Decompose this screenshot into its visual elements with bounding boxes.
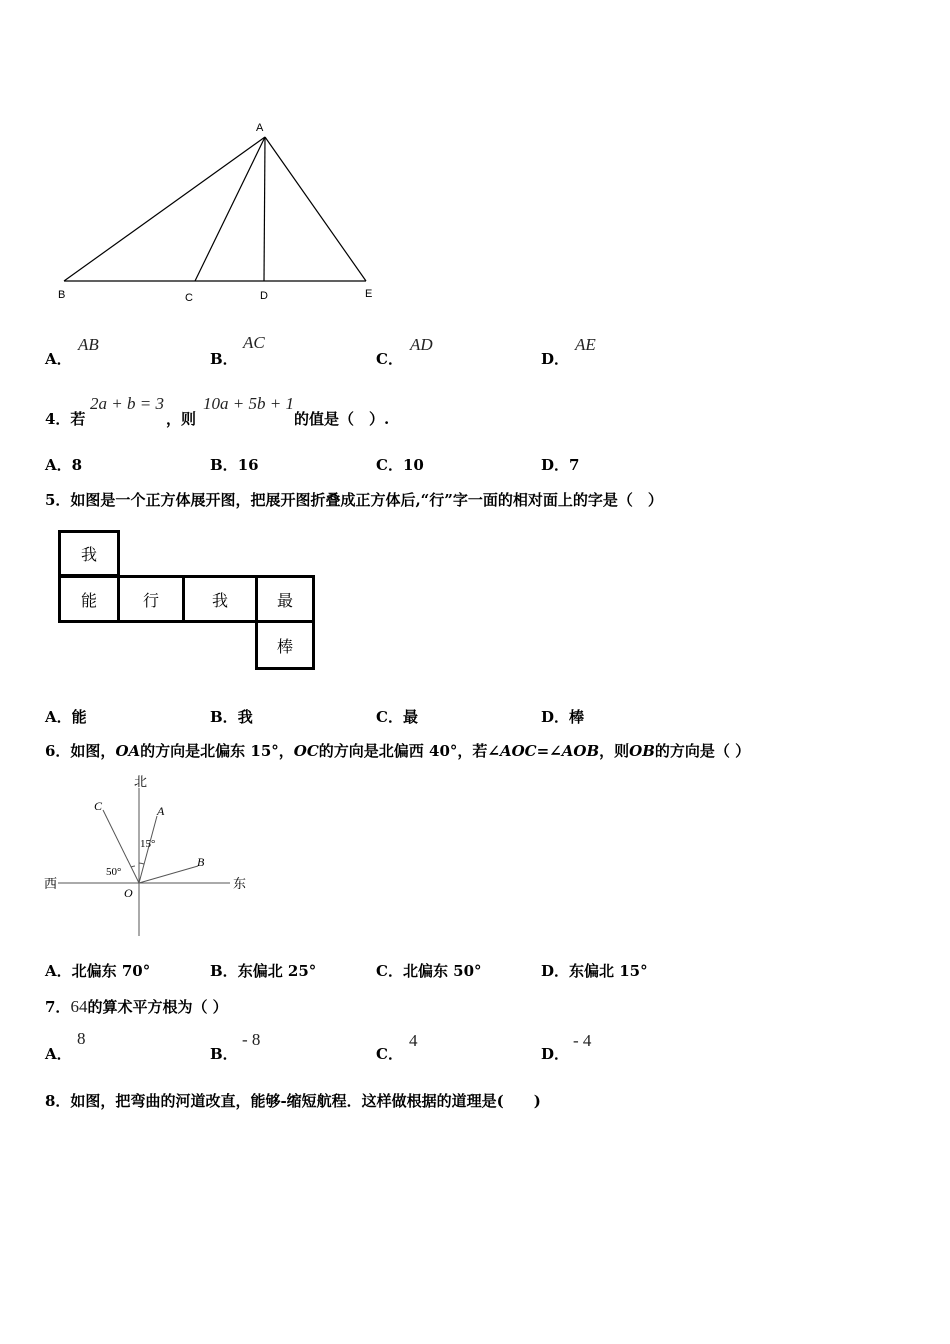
q3-option-a-value: AB [78, 335, 99, 354]
q5-option-c[interactable]: C．最 [376, 708, 418, 726]
q3-option-b-value: AC [243, 333, 265, 352]
q5-option-b[interactable]: B．我 [210, 708, 253, 726]
q7-option-a-value: 8 [77, 1029, 86, 1048]
q7-option-a[interactable]: A． 8 [45, 1029, 86, 1063]
direction-figure [40, 768, 270, 943]
net-cell-1: 能 [58, 575, 120, 623]
q4-expr2: 10a + 5b + 1 [203, 394, 294, 413]
q4-option-a[interactable]: A．8 [45, 456, 83, 474]
point-b-label: B [197, 855, 205, 869]
net-cell-top: 我 [58, 530, 120, 577]
q3-option-d-value: AE [575, 335, 596, 354]
q5-question: 5．如图是一个正方体展开图，把展开图折叠成正方体后,“行”字一面的相对面上的字是（ ） [45, 491, 663, 509]
q3-option-c[interactable]: C． AD [376, 335, 433, 368]
q4-suffix: 的值是（ ）. [294, 410, 390, 428]
q7-radicand: 64 [70, 997, 88, 1016]
point-o-label: O [124, 886, 133, 900]
vertex-d-label: D [260, 290, 268, 302]
angle-15-label: 15° [140, 838, 156, 850]
vertex-a-label: A [256, 122, 264, 134]
q3-option-d[interactable]: D． AE [541, 335, 596, 368]
q4-mid: ，则 [166, 410, 197, 428]
vertex-e-label: E [365, 288, 373, 300]
net-cell-4: 最 [255, 575, 315, 623]
q6-option-a[interactable]: A．北偏东 70° [45, 962, 151, 980]
q6-option-c[interactable]: C．北偏东 50° [376, 962, 482, 980]
point-a-label: A [157, 804, 165, 818]
q3-option-a[interactable]: A． AB [45, 335, 99, 368]
net-cell-bottom: 棒 [255, 620, 315, 670]
triangle-figure [40, 110, 400, 310]
west-label: 西 [44, 877, 58, 892]
q4-option-b[interactable]: B．16 [210, 456, 259, 474]
q7-question: 7．64的算术平方根为（ ） [45, 997, 228, 1016]
vertex-b-label: B [58, 289, 66, 301]
q4-expr1: 2a + b = 3 [90, 394, 164, 413]
q6-question: 6．如图，OA的方向是北偏东 15°，OC的方向是北偏西 40°，若∠AOC=∠AOB，则OB的方向是（ ） [45, 742, 751, 760]
q3-option-b[interactable]: B． AC [210, 333, 265, 368]
q7-option-d-value: - 4 [573, 1031, 592, 1050]
q4-option-c[interactable]: C．10 [376, 456, 424, 474]
east-label: 东 [233, 877, 247, 892]
point-c-label: C [94, 799, 103, 813]
net-cell-3: 我 [182, 575, 258, 623]
q7-option-b-value: - 8 [242, 1030, 261, 1049]
angle-50-label: 50° [106, 866, 122, 878]
q3-option-c-value: AD [410, 335, 433, 354]
q4-prefix: 4．若 [45, 410, 86, 428]
vertex-c-label: C [185, 292, 193, 304]
q4-option-d[interactable]: D．7 [541, 456, 580, 474]
q7-option-c-value: 4 [409, 1031, 418, 1050]
q6-option-d[interactable]: D．东偏北 15° [541, 962, 648, 980]
net-cell-2: 行 [117, 575, 185, 623]
q7-option-d[interactable]: D． - 4 [541, 1031, 592, 1063]
q7-option-b[interactable]: B． - 8 [210, 1030, 261, 1063]
q5-option-a[interactable]: A．能 [45, 708, 87, 726]
north-label: 北 [134, 775, 148, 790]
q7-option-c[interactable]: C． 4 [376, 1031, 418, 1063]
q6-option-b[interactable]: B．东偏北 25° [210, 962, 317, 980]
q5-option-d[interactable]: D．棒 [541, 708, 585, 726]
q8-question: 8．如图，把弯曲的河道改直，能够-缩短航程．这样做根据的道理是( ) [45, 1092, 541, 1110]
